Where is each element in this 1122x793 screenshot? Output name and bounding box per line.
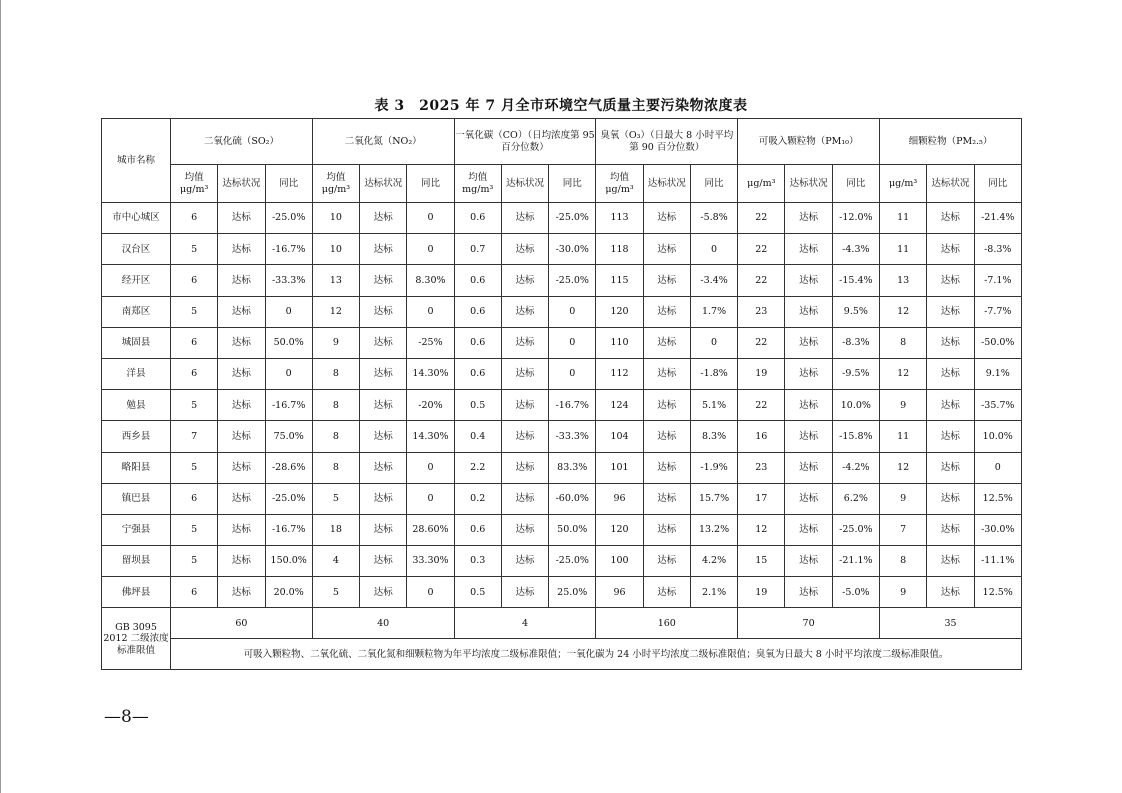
data-cell: 达标 [360, 265, 407, 296]
table-row [102, 546, 1022, 577]
data-cell: 达标 [360, 577, 407, 608]
data-cell: 8 [312, 452, 359, 483]
data-cell: 达标 [785, 234, 832, 265]
data-cell: 20.0% [265, 577, 312, 608]
data-cell: -12.0% [832, 203, 879, 234]
data-cell: -16.7% [265, 390, 312, 421]
data-cell: -50.0% [974, 327, 1021, 358]
data-cell: 达标 [218, 327, 265, 358]
data-cell: 达标 [360, 203, 407, 234]
sub-column-header: 同比 [407, 165, 454, 203]
city-name-cell: 西乡县 [102, 421, 171, 452]
data-cell: 1.7% [690, 296, 737, 327]
data-cell: 达标 [785, 327, 832, 358]
data-cell: 达标 [501, 546, 548, 577]
data-cell: 达标 [218, 514, 265, 545]
data-cell: 达标 [501, 577, 548, 608]
data-cell: -9.5% [832, 358, 879, 389]
data-cell: 6.2% [832, 483, 879, 514]
data-cell: 达标 [501, 234, 548, 265]
data-cell: -25.0% [265, 483, 312, 514]
table-row [102, 452, 1022, 483]
data-cell: 8 [312, 390, 359, 421]
data-cell: 达标 [927, 452, 974, 483]
standard-label: GB 3095 2012 二级浓度标准限值 [102, 608, 171, 670]
data-cell: -35.7% [974, 390, 1021, 421]
data-cell: 12 [738, 514, 785, 545]
data-cell: 96 [596, 577, 643, 608]
data-cell: 0 [549, 327, 596, 358]
table-title: 表 3 2025 年 7 月全市环境空气质量主要污染物浓度表 [374, 98, 748, 114]
data-cell: 22 [738, 327, 785, 358]
data-cell: 10.0% [974, 421, 1021, 452]
data-cell: 10 [312, 203, 359, 234]
data-cell: 8.3% [690, 421, 737, 452]
data-cell: -30.0% [974, 514, 1021, 545]
data-cell: 5 [171, 234, 218, 265]
sub-column-header: 达标状况 [927, 165, 974, 203]
data-cell: 28.60% [407, 514, 454, 545]
data-cell: -4.2% [832, 452, 879, 483]
data-cell: 12 [879, 296, 926, 327]
data-cell: 14.30% [407, 358, 454, 389]
data-cell: 15.7% [690, 483, 737, 514]
data-cell: 达标 [501, 203, 548, 234]
data-cell: 达标 [360, 327, 407, 358]
data-cell: 0 [690, 234, 737, 265]
data-cell: 150.0% [265, 546, 312, 577]
data-cell: 达标 [218, 203, 265, 234]
data-cell: 5.1% [690, 390, 737, 421]
pollutant-group-header: 二氧化硫（SO₂） [171, 119, 313, 165]
data-cell: 达标 [218, 234, 265, 265]
data-cell: 0 [407, 577, 454, 608]
data-cell: 9.5% [832, 296, 879, 327]
data-cell: 101 [596, 452, 643, 483]
data-cell: 2.1% [690, 577, 737, 608]
data-cell: 达标 [501, 265, 548, 296]
data-cell: 达标 [785, 514, 832, 545]
data-cell: 0.3 [454, 546, 501, 577]
data-cell: 达标 [785, 203, 832, 234]
data-cell: 达标 [360, 483, 407, 514]
data-cell: 达标 [927, 265, 974, 296]
pollutant-group-header: 臭氧（O₃）（日最大 8 小时平均第 90 百分位数） [596, 119, 738, 165]
data-cell: 8.30% [407, 265, 454, 296]
data-cell: 110 [596, 327, 643, 358]
data-cell: 13 [879, 265, 926, 296]
data-cell: 9 [879, 483, 926, 514]
data-cell: 0 [407, 296, 454, 327]
data-cell: -8.3% [832, 327, 879, 358]
data-cell: 达标 [218, 390, 265, 421]
data-cell: 5 [171, 296, 218, 327]
data-cell: -25.0% [549, 203, 596, 234]
standard-value-cell: 60 [171, 608, 313, 639]
data-cell: 达标 [360, 296, 407, 327]
data-cell: 达标 [218, 265, 265, 296]
city-name-cell: 宁强县 [102, 514, 171, 545]
table-row [102, 390, 1022, 421]
data-cell: 达标 [643, 390, 690, 421]
standard-value-cell: 160 [596, 608, 738, 639]
data-cell: 达标 [218, 483, 265, 514]
data-cell: -16.7% [265, 234, 312, 265]
data-cell: 达标 [643, 421, 690, 452]
data-cell: 10 [312, 234, 359, 265]
data-cell: 达标 [501, 358, 548, 389]
data-cell: 达标 [785, 452, 832, 483]
data-cell: 23 [738, 296, 785, 327]
data-cell: 0.6 [454, 358, 501, 389]
data-cell: -60.0% [549, 483, 596, 514]
data-cell: 5 [171, 452, 218, 483]
data-cell: 0.6 [454, 296, 501, 327]
data-cell: -33.3% [549, 421, 596, 452]
data-cell: 6 [171, 483, 218, 514]
data-cell: 6 [171, 577, 218, 608]
data-cell: 达标 [643, 546, 690, 577]
standard-value-cell: 4 [454, 608, 596, 639]
data-cell: 达标 [927, 390, 974, 421]
data-cell: -33.3% [265, 265, 312, 296]
data-cell: 11 [879, 421, 926, 452]
data-cell: -15.4% [832, 265, 879, 296]
data-cell: -25.0% [549, 546, 596, 577]
data-cell: 达标 [218, 358, 265, 389]
data-cell: 33.30% [407, 546, 454, 577]
data-cell: 达标 [501, 390, 548, 421]
table-row [102, 483, 1022, 514]
data-cell: -16.7% [549, 390, 596, 421]
data-cell: 5 [312, 483, 359, 514]
data-cell: 4.2% [690, 546, 737, 577]
data-cell: 0.4 [454, 421, 501, 452]
data-cell: 达标 [643, 577, 690, 608]
data-cell: -20% [407, 390, 454, 421]
data-cell: 0 [407, 203, 454, 234]
data-cell: 达标 [643, 327, 690, 358]
table-row [102, 327, 1022, 358]
sub-column-header: 同比 [832, 165, 879, 203]
data-cell: 0 [549, 358, 596, 389]
data-cell: 达标 [360, 390, 407, 421]
data-cell: -25.0% [549, 265, 596, 296]
pollutant-table [101, 118, 1022, 670]
data-cell: 达标 [501, 296, 548, 327]
data-cell: -7.1% [974, 265, 1021, 296]
data-cell: 6 [171, 327, 218, 358]
data-cell: -7.7% [974, 296, 1021, 327]
data-cell: 25.0% [549, 577, 596, 608]
city-name-cell: 勉县 [102, 390, 171, 421]
data-cell: -15.8% [832, 421, 879, 452]
standard-value-cell: 35 [879, 608, 1021, 639]
data-cell: 达标 [927, 234, 974, 265]
data-cell: 达标 [643, 296, 690, 327]
data-cell: 22 [738, 265, 785, 296]
data-cell: 0 [265, 296, 312, 327]
data-cell: 83.3% [549, 452, 596, 483]
data-cell: 达标 [360, 452, 407, 483]
data-cell: 7 [171, 421, 218, 452]
data-cell: 达标 [643, 203, 690, 234]
data-cell: 14.30% [407, 421, 454, 452]
data-cell: -5.8% [690, 203, 737, 234]
sub-column-header: 同比 [549, 165, 596, 203]
data-cell: 9 [312, 327, 359, 358]
city-name-cell: 经开区 [102, 265, 171, 296]
data-cell: 达标 [785, 546, 832, 577]
data-cell: 6 [171, 265, 218, 296]
data-cell: 达标 [785, 358, 832, 389]
data-cell: 19 [738, 358, 785, 389]
data-cell: 达标 [785, 390, 832, 421]
data-cell: 达标 [501, 327, 548, 358]
page-left-border [0, 0, 1, 793]
data-cell: 达标 [501, 421, 548, 452]
data-cell: -25.0% [265, 203, 312, 234]
data-cell: 15 [738, 546, 785, 577]
data-cell: 0.6 [454, 203, 501, 234]
data-cell: 0 [549, 296, 596, 327]
data-cell: -16.7% [265, 514, 312, 545]
table-row [102, 203, 1022, 234]
data-cell: 22 [738, 390, 785, 421]
data-cell: -1.8% [690, 358, 737, 389]
data-cell: 5 [171, 546, 218, 577]
data-cell: 达标 [927, 203, 974, 234]
data-cell: 达标 [927, 483, 974, 514]
data-cell: -21.1% [832, 546, 879, 577]
sub-column-header: 均值μg/m³ [596, 165, 643, 203]
data-cell: 10.0% [832, 390, 879, 421]
data-cell: 0.7 [454, 234, 501, 265]
data-cell: 118 [596, 234, 643, 265]
city-name-cell: 略阳县 [102, 452, 171, 483]
data-cell: 达标 [927, 296, 974, 327]
data-cell: 达标 [927, 514, 974, 545]
data-cell: 6 [171, 203, 218, 234]
city-name-cell: 市中心城区 [102, 203, 171, 234]
data-cell: 120 [596, 296, 643, 327]
table-row [102, 358, 1022, 389]
data-cell: 0 [407, 452, 454, 483]
pollutant-group-header: 可吸入颗粒物（PM₁₀） [738, 119, 880, 165]
data-cell: -25.0% [832, 514, 879, 545]
data-cell: 19 [738, 577, 785, 608]
city-name-cell: 汉台区 [102, 234, 171, 265]
data-cell: 9.1% [974, 358, 1021, 389]
data-cell: 12.5% [974, 483, 1021, 514]
data-cell: 8 [312, 421, 359, 452]
data-cell: 达标 [501, 452, 548, 483]
data-cell: 9 [879, 577, 926, 608]
city-name-cell: 镇巴县 [102, 483, 171, 514]
data-cell: 13 [312, 265, 359, 296]
data-cell: 115 [596, 265, 643, 296]
sub-column-header: 达标状况 [218, 165, 265, 203]
table-row [102, 296, 1022, 327]
data-cell: 100 [596, 546, 643, 577]
data-cell: 达标 [785, 577, 832, 608]
standard-note: 可吸入颗粒物、二氧化硫、二氧化氮和细颗粒物为年平均浓度二级标准限值；一氧化碳为 24 小时平均浓度二级标准限值；臭氧为日最大 8 小时平均浓度二级标准限值。 [171, 639, 1022, 670]
data-cell: 0.6 [454, 327, 501, 358]
data-cell: 5 [312, 577, 359, 608]
city-column-header: 城市名称 [102, 119, 171, 203]
data-cell: 12 [879, 358, 926, 389]
table-row [102, 514, 1022, 545]
data-cell: 达标 [785, 421, 832, 452]
sub-column-header: 均值μg/m³ [171, 165, 218, 203]
data-cell: 12 [879, 452, 926, 483]
data-cell: 4 [312, 546, 359, 577]
data-cell: 达标 [218, 577, 265, 608]
data-cell: 0 [407, 483, 454, 514]
data-cell: 达标 [360, 514, 407, 545]
data-cell: 0 [407, 234, 454, 265]
data-cell: 120 [596, 514, 643, 545]
sub-column-header: 达标状况 [643, 165, 690, 203]
data-cell: 8 [879, 546, 926, 577]
data-cell: 5 [171, 514, 218, 545]
sub-column-header: 达标状况 [360, 165, 407, 203]
data-cell: 11 [879, 203, 926, 234]
data-cell: 7 [879, 514, 926, 545]
data-cell: 达标 [360, 421, 407, 452]
sub-column-header: μg/m³ [738, 165, 785, 203]
data-cell: 0 [690, 327, 737, 358]
standard-value-cell: 70 [738, 608, 880, 639]
sub-column-header: 均值mg/m³ [454, 165, 501, 203]
data-cell: 达标 [643, 265, 690, 296]
data-cell: 达标 [927, 577, 974, 608]
data-cell: 22 [738, 203, 785, 234]
data-cell: 达标 [501, 514, 548, 545]
data-cell: 达标 [218, 452, 265, 483]
data-cell: 75.0% [265, 421, 312, 452]
data-cell: 2.2 [454, 452, 501, 483]
city-name-cell: 佛坪县 [102, 577, 171, 608]
data-cell: 0.6 [454, 514, 501, 545]
data-cell: 达标 [927, 546, 974, 577]
data-cell: -5.0% [832, 577, 879, 608]
data-cell: 达标 [785, 265, 832, 296]
data-cell: 达标 [927, 358, 974, 389]
sub-column-header: 均值μg/m³ [312, 165, 359, 203]
data-cell: -8.3% [974, 234, 1021, 265]
data-cell: 0 [265, 358, 312, 389]
data-cell: 16 [738, 421, 785, 452]
data-cell: 达标 [785, 296, 832, 327]
data-cell: 50.0% [265, 327, 312, 358]
data-cell: 达标 [643, 452, 690, 483]
pollutant-group-header: 一氧化碳（CO）（日均浓度第 95 百分位数） [454, 119, 596, 165]
data-cell: 6 [171, 358, 218, 389]
data-cell: 18 [312, 514, 359, 545]
table-row [102, 577, 1022, 608]
data-cell: 0.6 [454, 265, 501, 296]
data-cell: 0.5 [454, 577, 501, 608]
sub-column-header: 达标状况 [501, 165, 548, 203]
city-name-cell: 洋县 [102, 358, 171, 389]
data-cell: 17 [738, 483, 785, 514]
pollutant-group-header: 二氧化氮（NO₂） [312, 119, 454, 165]
sub-column-header: 同比 [974, 165, 1021, 203]
data-cell: 达标 [218, 546, 265, 577]
data-cell: 达标 [927, 327, 974, 358]
standard-value-cell: 40 [312, 608, 454, 639]
sub-column-header: μg/m³ [879, 165, 926, 203]
data-cell: 0 [974, 452, 1021, 483]
data-cell: 13.2% [690, 514, 737, 545]
data-cell: 0.5 [454, 390, 501, 421]
page-number: —8— [104, 707, 149, 727]
city-name-cell: 留坝县 [102, 546, 171, 577]
data-cell: 9 [879, 390, 926, 421]
data-cell: 达标 [360, 234, 407, 265]
data-cell: -28.6% [265, 452, 312, 483]
data-cell: 96 [596, 483, 643, 514]
data-cell: -11.1% [974, 546, 1021, 577]
data-cell: 12 [312, 296, 359, 327]
data-cell: -1.9% [690, 452, 737, 483]
table-row [102, 265, 1022, 296]
table-row [102, 234, 1022, 265]
data-cell: 达标 [643, 483, 690, 514]
data-cell: 0.2 [454, 483, 501, 514]
data-cell: 12.5% [974, 577, 1021, 608]
city-name-cell: 城固县 [102, 327, 171, 358]
data-cell: 达标 [360, 358, 407, 389]
data-cell: -4.3% [832, 234, 879, 265]
data-cell: 达标 [643, 234, 690, 265]
sub-column-header: 同比 [265, 165, 312, 203]
data-cell: 达标 [218, 296, 265, 327]
data-cell: -25% [407, 327, 454, 358]
data-cell: 104 [596, 421, 643, 452]
data-cell: 达标 [927, 421, 974, 452]
data-cell: 11 [879, 234, 926, 265]
data-cell: 124 [596, 390, 643, 421]
data-cell: 22 [738, 234, 785, 265]
city-name-cell: 南郑区 [102, 296, 171, 327]
sub-column-header: 同比 [690, 165, 737, 203]
data-cell: 112 [596, 358, 643, 389]
data-cell: -3.4% [690, 265, 737, 296]
data-cell: -30.0% [549, 234, 596, 265]
table-row [102, 421, 1022, 452]
data-cell: 达标 [218, 421, 265, 452]
data-cell: 113 [596, 203, 643, 234]
data-cell: 达标 [785, 483, 832, 514]
data-cell: 达标 [643, 514, 690, 545]
data-cell: 8 [879, 327, 926, 358]
pollutant-group-header: 细颗粒物（PM₂.₅） [879, 119, 1021, 165]
data-cell: 5 [171, 390, 218, 421]
data-cell: 达标 [501, 483, 548, 514]
data-cell: 23 [738, 452, 785, 483]
data-cell: 达标 [360, 546, 407, 577]
data-cell: -21.4% [974, 203, 1021, 234]
data-cell: 50.0% [549, 514, 596, 545]
data-cell: 达标 [643, 358, 690, 389]
sub-column-header: 达标状况 [785, 165, 832, 203]
data-cell: 8 [312, 358, 359, 389]
